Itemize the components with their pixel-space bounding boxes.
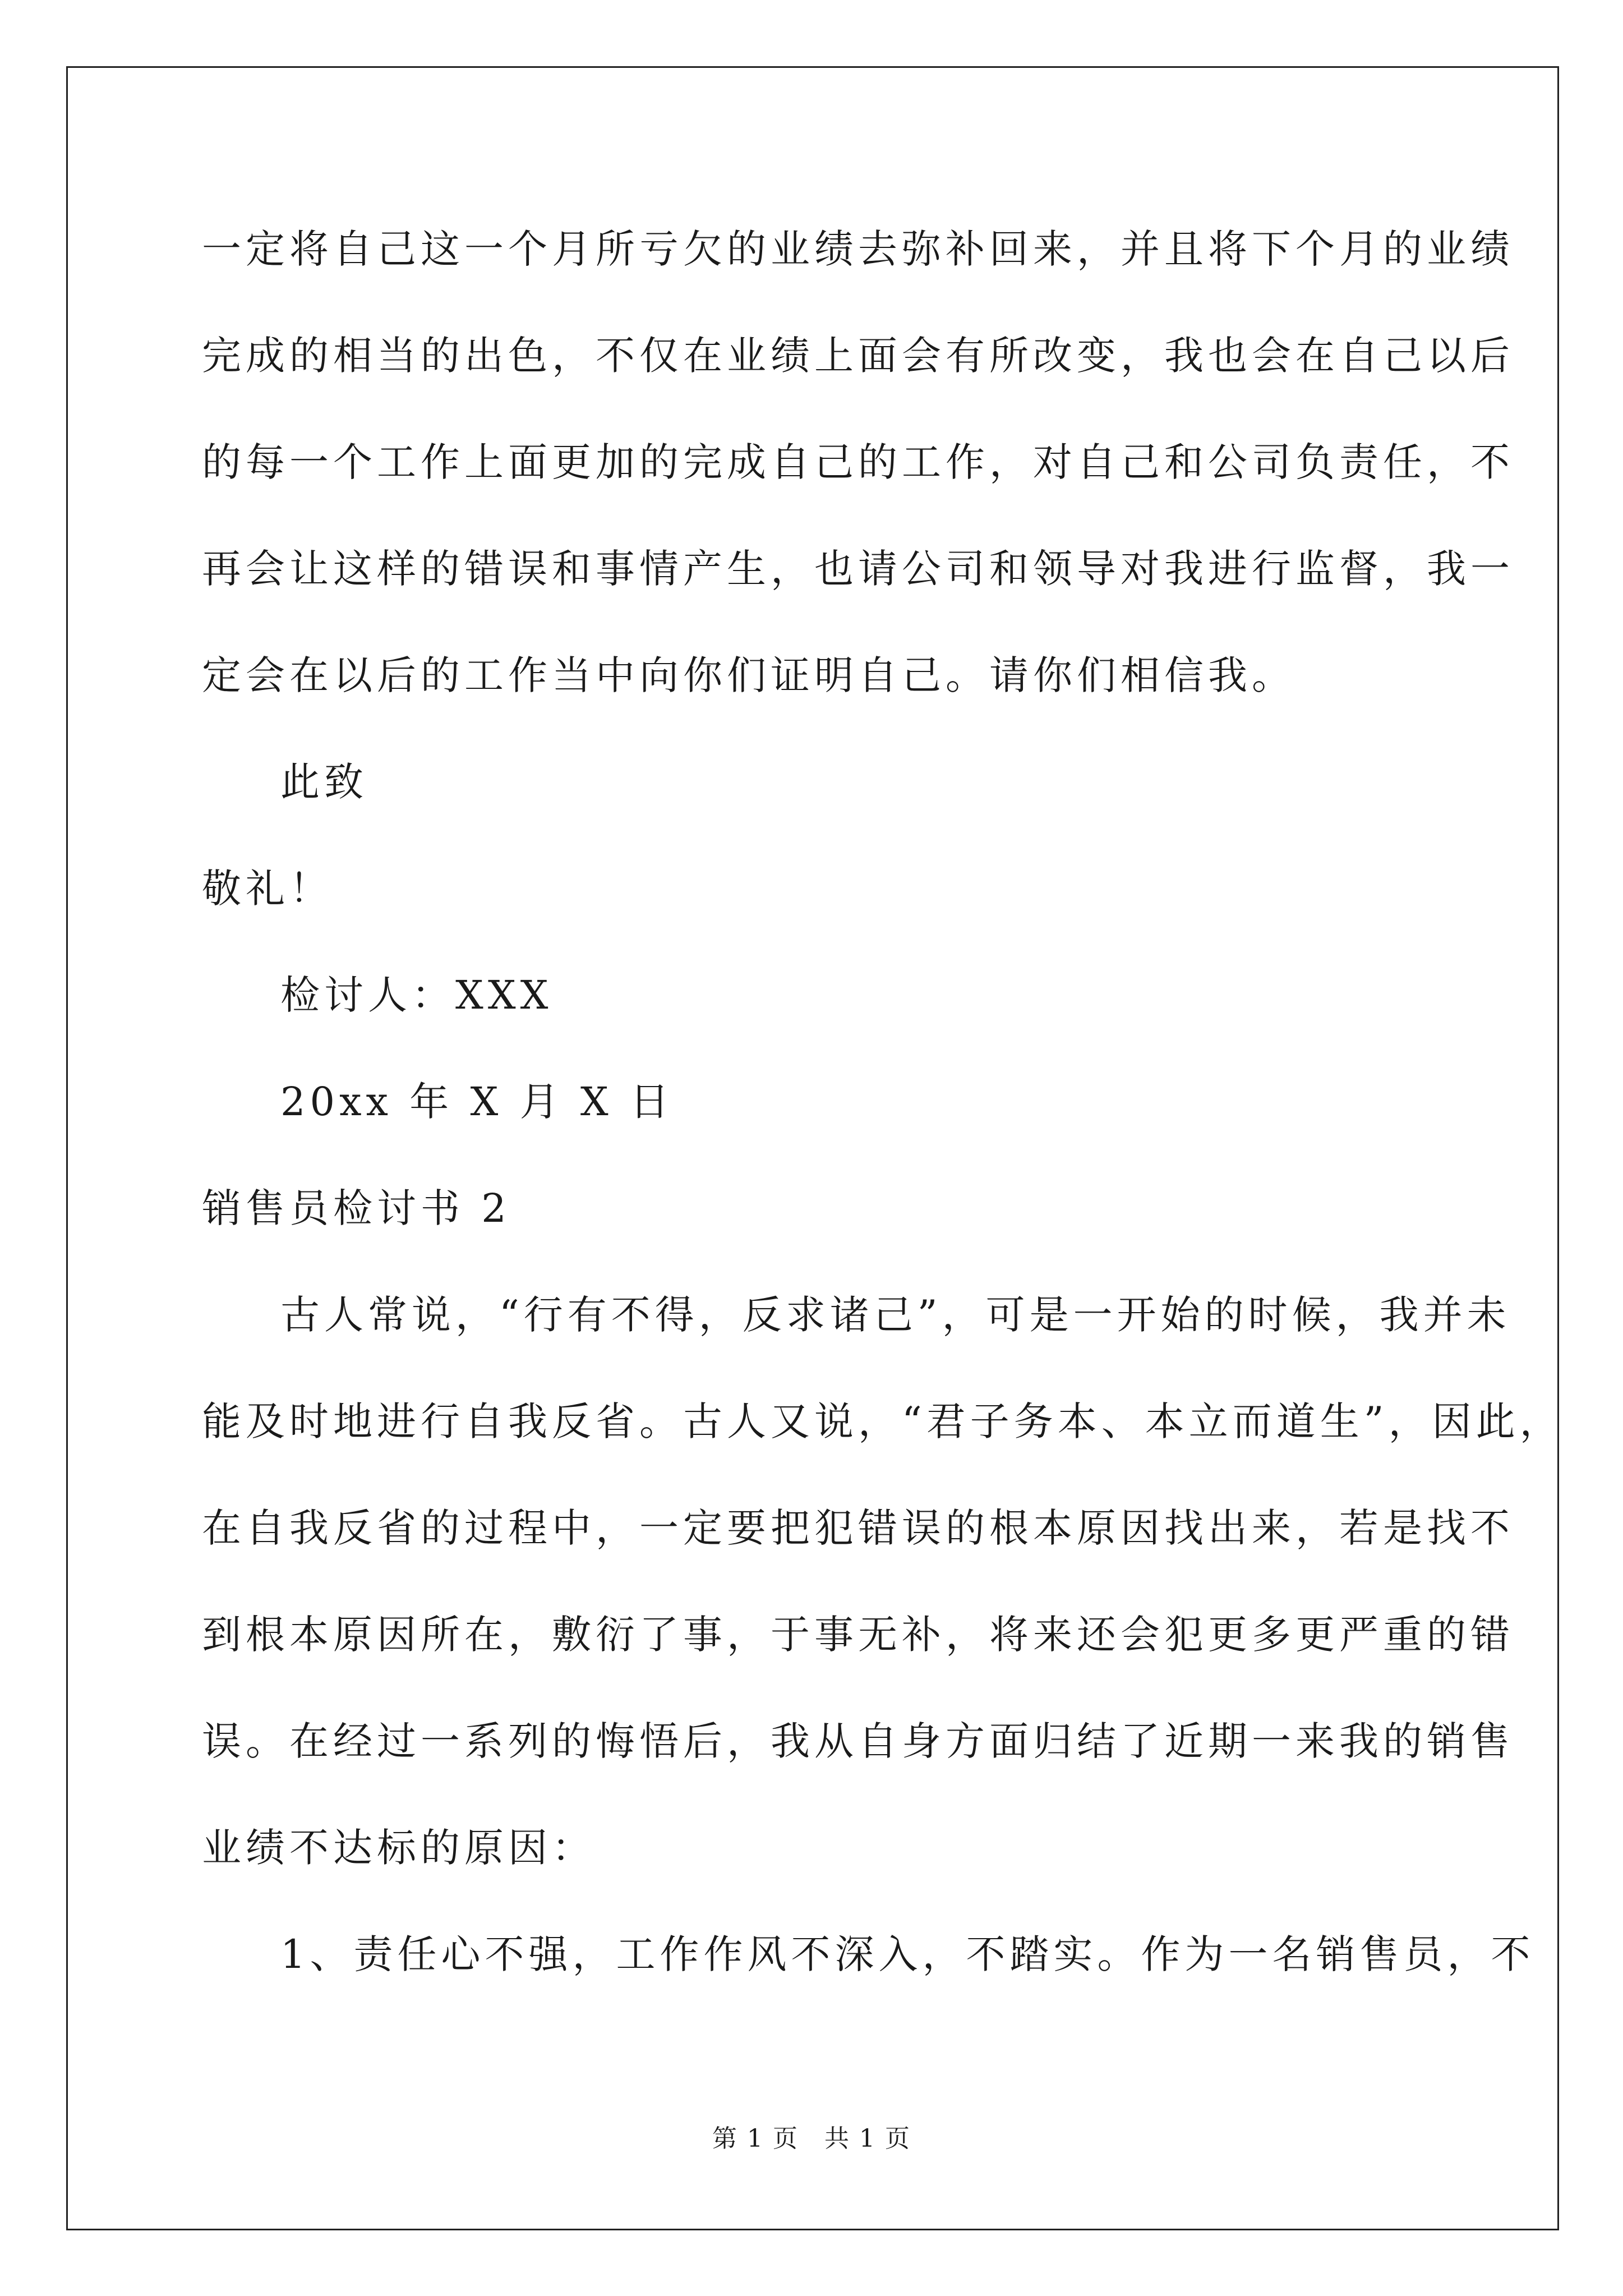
page-border — [66, 66, 1559, 2230]
body-line-14: 到根本原因所在，敷衍了事，于事无补，将来还会犯更多更严重的错 — [202, 1612, 1514, 1658]
body-line-2: 完成的相当的出色，不仅在业绩上面会有所改变，我也会在自己以后 — [202, 333, 1514, 379]
body-line-5: 定会在以后的工作当中向你们证明自己。请你们相信我。 — [202, 652, 1295, 698]
body-line-4: 再会让这样的错误和事情产生，也请公司和领导对我进行监督，我一 — [202, 546, 1514, 592]
body-line-12: 能及时地进行自我反省。古人又说，“君子务本、本立而道生”，因此， — [202, 1398, 1564, 1444]
body-line-15: 误。在经过一系列的悔悟后，我从自身方面归结了近期一来我的销售 — [202, 1718, 1514, 1764]
body-line-13: 在自我反省的过程中，一定要把犯错误的根本原因找出来，若是找不 — [202, 1505, 1514, 1551]
body-line-11: 古人常说，“行有不得，反求诸己”，可是一开始的时候，我并未 — [280, 1292, 1511, 1338]
signature-line: 检讨人：XXX — [280, 972, 553, 1018]
body-line-17: 1、责任心不强，工作作风不深入，不踏实。作为一名销售员，不 — [280, 1931, 1535, 1977]
closing-respect: 敬礼！ — [202, 866, 333, 912]
date-line: 20xx 年 X 月 X 日 — [280, 1079, 674, 1125]
body-line-16: 业绩不达标的原因： — [202, 1825, 596, 1871]
section-heading: 销售员检讨书 2 — [202, 1185, 511, 1231]
body-line-1: 一定将自己这一个月所亏欠的业绩去弥补回来，并且将下个月的业绩 — [202, 226, 1514, 272]
page-footer: 第 1 页 共 1 页 — [712, 2124, 911, 2153]
closing-salutation: 此致 — [280, 759, 368, 805]
body-line-3: 的每一个工作上面更加的完成自己的工作，对自己和公司负责任，不 — [202, 439, 1514, 485]
